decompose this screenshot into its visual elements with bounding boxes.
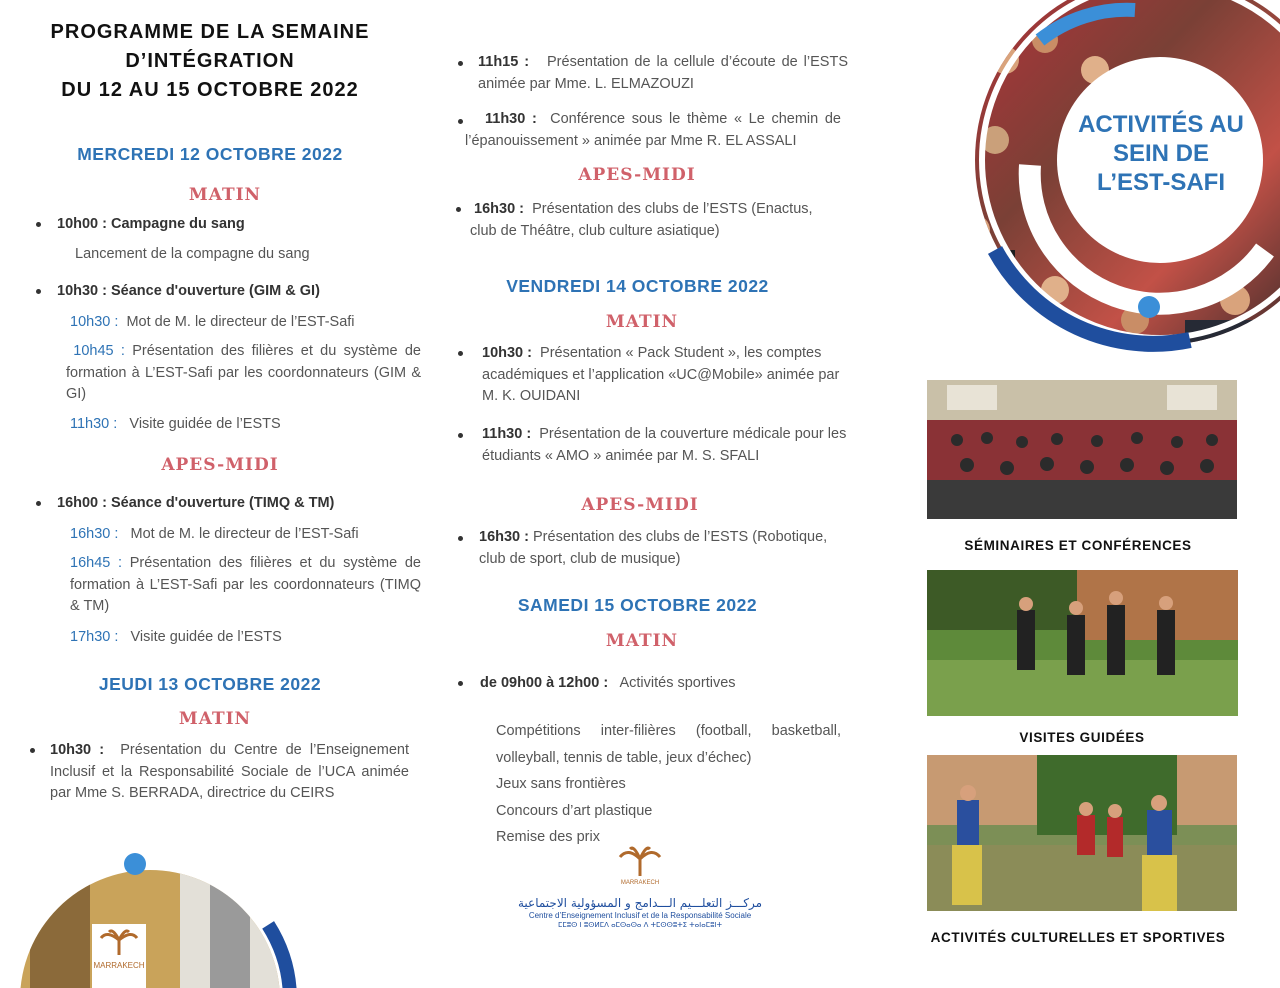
caption-guided-visits: VISITES GUIDÉES bbox=[1019, 730, 1145, 745]
decorative-corner-graphic bbox=[0, 820, 330, 988]
logo-french-text: Centre d’Enseignement Inclusif et de la Responsabilité Sociale bbox=[528, 911, 752, 920]
bullet bbox=[458, 119, 463, 124]
title-line: ACTIVITÉS AU bbox=[1078, 111, 1244, 138]
time: 10h45 : bbox=[73, 343, 125, 359]
schedule-subitem bbox=[66, 341, 421, 406]
activity-line: Compétitions inter-filières (football, basketball, volleyball, tennis de table, jeux d’échec) bbox=[496, 723, 841, 766]
time: 16h45 : bbox=[70, 555, 123, 571]
schedule-item bbox=[482, 424, 852, 467]
program-title bbox=[20, 18, 400, 105]
text: Mot de M. le directeur de l’EST-Safi bbox=[126, 314, 355, 330]
activity-line: Jeux sans frontières bbox=[496, 776, 626, 792]
day-heading-friday: VENDREDI 14 OCTOBRE 2022 bbox=[506, 276, 769, 296]
text: Présentation de la cellule d’écoute de l’ESTS animée par Mme. L. ELMAZOUZI bbox=[478, 54, 849, 92]
title-line: L’EST-SAFI bbox=[1096, 169, 1225, 196]
time: 11h30 : bbox=[484, 111, 537, 127]
text: Présentation des clubs de l’ESTS (Robotique, club de sport, club de musique) bbox=[479, 529, 828, 567]
title-line-3: DU 12 AU 15 OCTOBRE 2022 bbox=[61, 79, 359, 101]
schedule-item bbox=[479, 527, 849, 570]
time: 16h30 : bbox=[474, 201, 525, 217]
schedule-subitem bbox=[70, 524, 359, 546]
period-afternoon: APES-MIDI bbox=[161, 455, 279, 475]
photo-sports bbox=[927, 755, 1237, 911]
title-line-2: D’INTÉGRATION bbox=[125, 50, 295, 72]
time: 10h30 : bbox=[482, 345, 532, 361]
schedule-item: 10h30 : Séance d'ouverture (GIM & GI) bbox=[57, 283, 320, 299]
day-heading-wednesday: MERCREDI 12 OCTOBRE 2022 bbox=[77, 144, 343, 164]
schedule-subitem bbox=[70, 312, 355, 334]
time: 11h30 : bbox=[70, 416, 118, 432]
time: 10h30 : bbox=[50, 742, 105, 758]
outdoor-visit-image bbox=[927, 570, 1238, 716]
schedule-subitem bbox=[70, 627, 282, 649]
schedule-subitem bbox=[70, 553, 421, 618]
bullet bbox=[458, 351, 463, 356]
text: Présentation des filières et du système de formation à L’EST-Safi par les coordonnateurs (TIMQ & TM) bbox=[70, 555, 421, 614]
period-afternoon: APES-MIDI bbox=[578, 165, 696, 185]
period-morning: MATIN bbox=[188, 185, 262, 205]
period-afternoon: APES-MIDI bbox=[581, 495, 699, 515]
period-morning: MATIN bbox=[605, 312, 679, 332]
hero-circle-graphic bbox=[935, 0, 1280, 365]
text: Présentation des filières et du système de formation à L’EST-Safi par les coordonnateurs (GIM & GI) bbox=[66, 343, 421, 402]
logo-arabic-text: مركـــز التعلـــيم الـــدامج و المسؤولية الاجتماعية bbox=[517, 896, 763, 910]
logo-name: MARRAKECH bbox=[620, 880, 660, 886]
schedule-item bbox=[465, 109, 841, 152]
time: de 09h00 à 12h00 : bbox=[480, 675, 609, 691]
time: 16h30 : bbox=[70, 526, 119, 542]
text: Présentation de la couverture médicale pour les étudiants « AMO » animée par M. S. SFALI bbox=[482, 426, 847, 464]
time: 17h30 : bbox=[70, 629, 119, 645]
day-heading-thursday: JEUDI 13 OCTOBRE 2022 bbox=[98, 674, 322, 694]
schedule-item bbox=[482, 343, 847, 408]
time: 11h30 : bbox=[482, 426, 532, 442]
schedule-item: 10h00 : Campagne du sang bbox=[57, 216, 245, 232]
activity-list bbox=[496, 718, 841, 851]
text: Visite guidée de l’ESTS bbox=[130, 629, 282, 645]
schedule-item bbox=[480, 673, 736, 695]
photo-seminar bbox=[927, 380, 1237, 519]
schedule-item bbox=[470, 199, 840, 242]
ceirs-logo bbox=[505, 845, 775, 950]
bullet bbox=[36, 289, 41, 294]
bullet bbox=[456, 207, 461, 212]
ring-decoration bbox=[0, 820, 330, 988]
logo-text: MARRAKECH bbox=[93, 961, 145, 970]
text: Présentation « Pack Student », les comptes académiques et l’application «UC@Mobile» animée par M. K. OUIDANI bbox=[482, 345, 840, 404]
sack-race-image bbox=[927, 755, 1237, 911]
title-line: SEIN DE bbox=[1112, 140, 1210, 167]
caption-seminars: SÉMINAIRES ET CONFÉRENCES bbox=[964, 538, 1192, 553]
palm-logo-icon bbox=[618, 845, 662, 877]
schedule-item bbox=[478, 52, 848, 95]
title-line-1: PROGRAMME DE LA SEMAINE bbox=[50, 21, 370, 43]
bullet bbox=[458, 681, 463, 686]
schedule-item: 16h00 : Séance d'ouverture (TIMQ & TM) bbox=[57, 495, 335, 511]
schedule-subitem bbox=[70, 414, 281, 436]
activities-title bbox=[1061, 110, 1261, 197]
activity-line: Remise des prix bbox=[496, 829, 600, 845]
period-morning: MATIN bbox=[605, 631, 679, 651]
text: Présentation du Centre de l’Enseignement Inclusif et la Responsabilité Sociale de l’UCA animée par Mme S. BERRADA, directrice du CEIRS bbox=[50, 742, 409, 801]
text: Activités sportives bbox=[619, 675, 736, 691]
text: Conférence sous le thème « Le chemin de l’épanouissement » animée par Mme R. EL ASSALI bbox=[465, 111, 841, 149]
day-heading-saturday: SAMEDI 15 OCTOBRE 2022 bbox=[517, 595, 758, 615]
bullet bbox=[36, 501, 41, 506]
bullet bbox=[30, 748, 35, 753]
schedule-item bbox=[50, 740, 409, 805]
bullet bbox=[36, 222, 41, 227]
text: Présentation des clubs de l’ESTS (Enactus, club de Théâtre, club culture asiatique) bbox=[470, 201, 813, 239]
photo-guided-visits bbox=[927, 570, 1238, 716]
schedule-subtext: Lancement de la compagne du sang bbox=[75, 246, 310, 262]
time: 11h15 : bbox=[478, 54, 530, 70]
text: Mot de M. le directeur de l’EST-Safi bbox=[130, 526, 359, 542]
time: 16h30 : bbox=[479, 529, 529, 545]
lecture-hall-image bbox=[927, 380, 1237, 519]
university-logo bbox=[92, 924, 146, 988]
bullet bbox=[458, 536, 463, 541]
period-morning: MATIN bbox=[178, 709, 252, 729]
time: 10h30 : bbox=[70, 314, 119, 330]
logo-tifinagh-text: ⵎⵎⵓⵙ ⵏ ⵓⵙⵍⵎⴷ ⴰⵎⵙⴰⵙⴰ ⴷ ⵜⵎⵙⵙⵓⵜⵉ ⵜⴰⵏⴰⵎⵓⵏⵜ bbox=[558, 921, 722, 929]
bullet bbox=[458, 433, 463, 438]
palm-logo-icon bbox=[99, 928, 139, 956]
bullet bbox=[458, 61, 463, 66]
text: Visite guidée de l’ESTS bbox=[129, 416, 281, 432]
activity-line: Concours d’art plastique bbox=[496, 802, 653, 819]
caption-cultural-sports: ACTIVITÉS CULTURELLES ET SPORTIVES bbox=[930, 930, 1226, 945]
